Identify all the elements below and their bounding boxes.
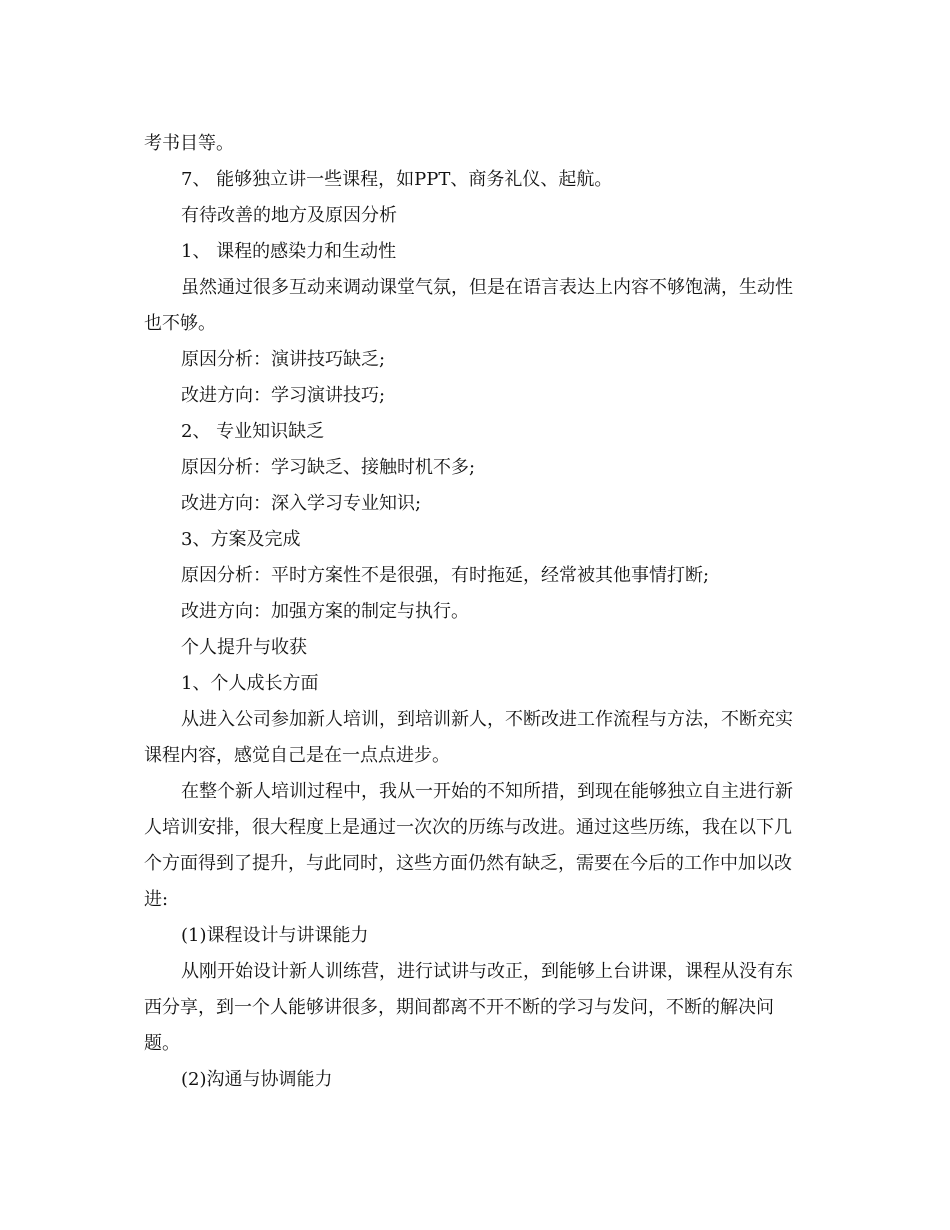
paragraph-growth-2: 在整个新人培训过程中，我从一开始的不知所措，到现在能够独立自主进行新人培训安排，很大程度上是通过一次次的历练与改进。通过这些历练，我在以下几个方面得到了提升，与此同时，这些方面仍然有缺乏，需要在今后的工作中加以改进: [144,781,793,910]
section-heading-improvements: 有待改善的地方及原因分析 [181,205,397,226]
paragraph-growth-1: 从进入公司参加新人培训，到培训新人，不断改进工作流程与方法，不断充实课程内容，感觉自己是在一点点进步。 [144,709,793,766]
paragraph-direction-3: 改进方向：加强方案的制定与执行。 [181,601,469,622]
subheading-course-design: (1)课程设计与讲课能力 [181,925,369,946]
subheading-course-appeal: 1、 课程的感染力和生动性 [181,241,397,262]
paragraph-course-design: 从刚开始设计新人训练营，进行试讲与改正，到能够上台讲课，课程从没有东西分享，到一个人能够讲很多，期间都离不开不断的学习与发问，不断的解决问题。 [144,961,793,1054]
subheading-communication: (2)沟通与协调能力 [181,1069,333,1090]
paragraph-cause-3: 原因分析：平时方案性不是很强，有时拖延，经常被其他事情打断; [181,565,710,586]
paragraph-item-7: 7、 能够独立讲一些课程，如PPT、商务礼仪、起航。 [181,169,613,190]
paragraph-direction-1: 改进方向：学习演讲技巧; [181,385,386,406]
subheading-knowledge: 2、 专业知识缺乏 [181,421,325,442]
paragraph-course-appeal: 虽然通过很多互动来调动课堂气氛，但是在语言表达上内容不够饱满，生动性也不够。 [144,277,793,334]
paragraph-continuation: 考书目等。 [144,133,234,154]
paragraph-cause-2: 原因分析：学习缺乏、接触时机不多; [181,457,476,478]
subheading-plan: 3、方案及完成 [181,529,301,550]
subheading-personal-growth: 1、个人成长方面 [181,673,319,694]
section-heading-growth: 个人提升与收获 [181,637,307,658]
document-body [144,126,804,1098]
paragraph-cause-1: 原因分析：演讲技巧缺乏; [181,349,386,370]
paragraph-direction-2: 改进方向：深入学习专业知识; [181,493,422,514]
